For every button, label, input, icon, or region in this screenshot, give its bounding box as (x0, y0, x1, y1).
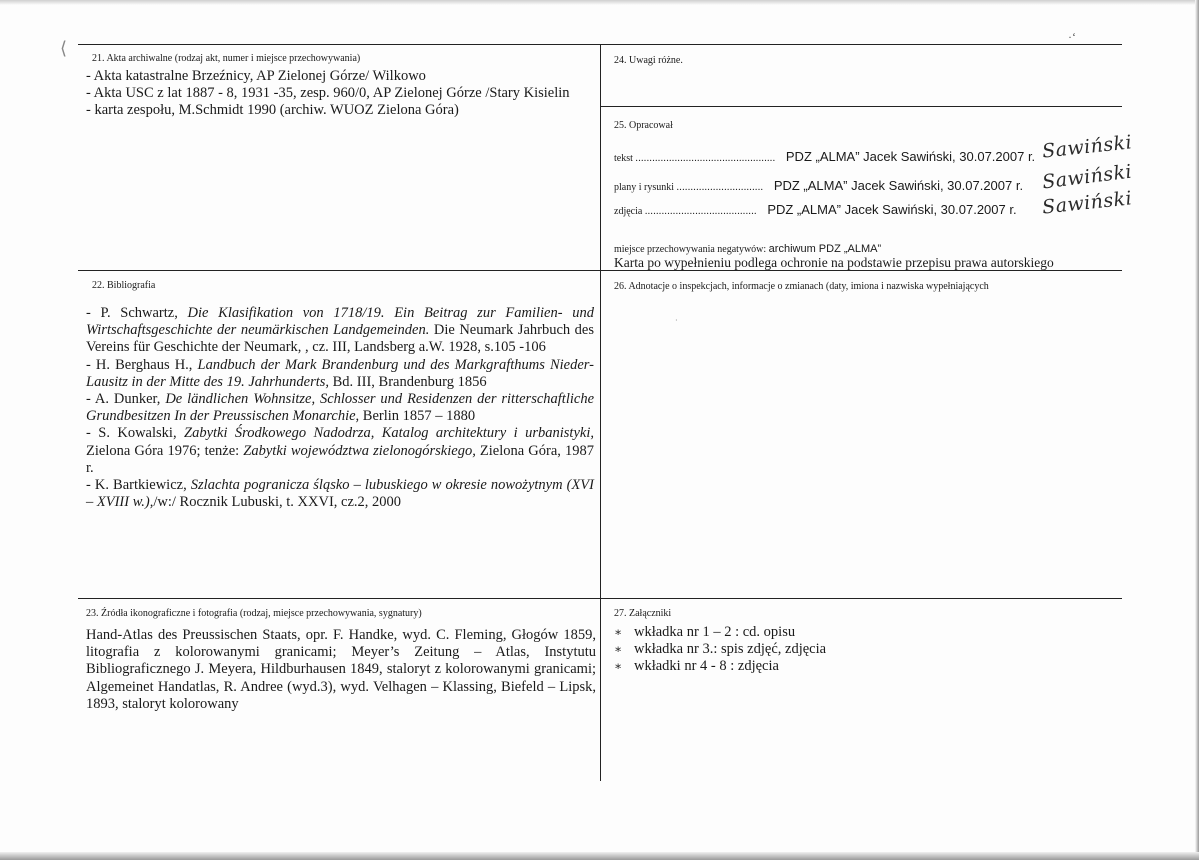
bibliography-list (86, 305, 594, 511)
prepared-value: PDZ „ALMA” Jacek Sawiński, 30.07.2007 r. (767, 202, 1017, 217)
handwritten-signature: Sawiński (1041, 187, 1134, 219)
section-22-header: 22. Bibliografia (92, 280, 156, 291)
stray-dot: · (675, 316, 678, 325)
attachment-item: ∗ wkładki nr 4 - 8 : zdjęcia (614, 658, 779, 675)
scan-edge-bottom (0, 852, 1199, 860)
archive-line: - Akta katastralne Brzeźnicy, AP Zielonej Górze/ Wilkowo (86, 68, 426, 84)
prepared-label: plany i rysunki (614, 182, 674, 193)
stray-mark: ·‘ (1068, 30, 1076, 44)
bullet-icon: ∗ (614, 659, 623, 674)
attachment-item: ∗ wkładka nr 3.: spis zdjęć, zdjęcia (614, 641, 827, 658)
bibliography-entry: - S. Kowalski, Zabytki Środkowego Nadodrza, Katalog architektury i urbanistyki, Zielona Góra 1976; tenże: Zabytki województwa zielonogórskiego, Zielona Góra, 1987 r. (86, 425, 595, 476)
dot-leader: ............................... (676, 182, 764, 193)
dot-leader: ........................................ (644, 206, 757, 217)
section-27-header: 27. Załączniki (614, 608, 672, 619)
dot-leader: .................................................. (635, 153, 776, 164)
prepared-row-photos (614, 202, 1017, 217)
section-21-header: 21. Akta archiwalne (rodzaj akt, numer i miejsce przechowywania) (92, 53, 361, 64)
section-26-header: 26. Adnotacje o inspekcjach, informacje o zmianach (daty, imiona i nazwiska wypełniających (614, 281, 989, 292)
prepared-label: zdjęcia (614, 206, 643, 217)
archive-line: - karta zespołu, M.Schmidt 1990 (archiw. WUOZ Zielona Góra) (86, 102, 459, 118)
attachments-list (614, 624, 826, 676)
section-24-header: 24. Uwagi różne. (614, 55, 683, 66)
negatives-label: miejsce przechowywania negatywów: (614, 244, 767, 255)
attachment-item: ∗ wkładka nr 1 – 2 : cd. opisu (614, 624, 796, 640)
grid-center-line (600, 44, 601, 781)
handwritten-signature: Sawiński (1041, 131, 1134, 163)
scan-edge-right (1195, 0, 1199, 860)
bibliography-entry: - K. Bartkiewicz, Szlachta pogranicza śląsko – lubuskiego w okresie nowożytnym (XVI – XVIII w.),/w:/ Rocznik Lubuski, t. XXVI, cz.2, 2000 (86, 477, 594, 511)
archive-line: - Akta USC z lat 1887 - 8, 1931 -35, zesp. 960/0, AP Zielonej Górze /Stary Kisielin (86, 85, 570, 101)
prepared-value: PDZ „ALMA” Jacek Sawiński, 30.07.2007 r. (785, 149, 1036, 164)
prepared-row-text (614, 149, 1035, 164)
grid-line-24-25 (600, 106, 1122, 107)
prepared-label: tekst (614, 153, 633, 164)
prepared-value: PDZ „ALMA” Jacek Sawiński, 30.07.2007 r. (773, 178, 1024, 193)
grid-line-row3 (78, 598, 1122, 599)
grid-line-row2 (78, 270, 1122, 271)
bullet-icon: ∗ (614, 642, 623, 657)
handwritten-signature: Sawiński (1040, 160, 1134, 194)
bibliography-entry: - P. Schwartz, Die Klasifikation von 1718/19. Ein Beitrag zur Familien- und Wirtschaftsgeschichte der neumärkischen Landgemeinden. Die Neumark Jahrbuch des Vereins für Geschichte der Neumark, , cz. III, Landsberg a.W. 1928, s.105 -106 (86, 305, 594, 356)
section-23-header: 23. Źródła ikonograficzne i fotografia (rodzaj, miejsce przechowywania, sygnatury) (86, 608, 422, 619)
iconographic-sources-text: Hand-Atlas des Preussischen Staats, opr. F. Handke, wyd. C. Fleming, Głogów 1859, litografia z kolorowanymi granicami; Meyer’s Zeitung – Atlas, Instytutu Bibliograficznego J. Meyera, Hildburhausen 1849, staloryt z kolorowanymi granicami; Algemeinet Handatlas, R. Andree (wyd.3), wyd. Velhagen – Klassing, Biefeld – Lipsk, 1893, staloryt kolorowany (86, 627, 596, 712)
stray-mark: ⟨ (60, 38, 68, 58)
section-25-header: 25. Opracował (614, 120, 673, 131)
bullet-icon: ∗ (614, 625, 623, 639)
prepared-row-drawings (614, 178, 1023, 193)
negatives-value: archiwum PDZ „ALMA” (768, 243, 882, 255)
bibliography-entry: - H. Berghaus H., Landbuch der Mark Brandenburg und des Markgrafthums Nieder-Lausitz in der Mitte des 19. Jahrhunderts, Bd. III, Brandenburg 1856 (86, 356, 594, 390)
copyright-notice: Karta po wypełnieniu podlega ochronie na podstawie przepisu prawa autorskiego (614, 255, 1054, 270)
scan-edge-top (0, 0, 1199, 5)
bibliography-entry: - A. Dunker, De ländlichen Wohnsitze, Schlosser und Residenzen der ritterschaftliche Grundbesitzen In der Preussischen Monarchie, Berlin 1857 – 1880 (86, 391, 595, 425)
